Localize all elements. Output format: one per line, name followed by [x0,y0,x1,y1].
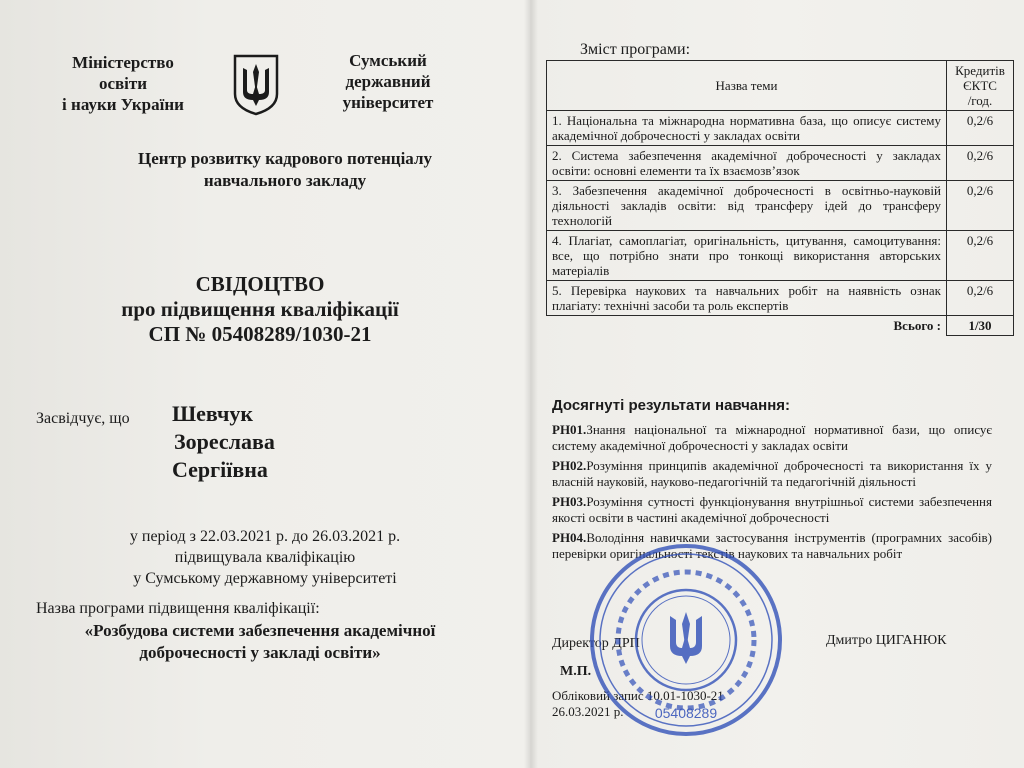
learning-results-title: Досягнуті результати навчання: [552,397,791,414]
program-name: «Розбудова системи забезпечення академічної доброчесності у закладі освіти» [84,621,436,662]
credit-cell: 0,2/6 [947,231,1014,281]
table-row [547,181,1014,231]
program-content-label: Зміст програми: [580,41,691,58]
person-patronymic: Сергіївна [172,457,268,482]
credit-cell: 0,2/6 [947,146,1014,181]
training-period: у період з 22.03.2021 р. до 26.03.2021 р. підвищувала кваліфікацію у Сумському державному університеті [129,528,401,587]
official-seal-stamp [586,540,786,740]
total-value: 1/30 [947,316,1014,336]
director-label: Директор ДРП [552,636,640,651]
stamp-number: 05408289 [654,705,718,721]
credit-cell: 0,2/6 [947,111,1014,146]
seal-label: М.П. [560,664,592,679]
topic-cell: 3. Забезпечення академічної доброчесності в освітньо-науковій діяльності закладів освіти: від трансферу ідей до трансферу технологій [547,181,947,231]
person-name [172,400,275,484]
table-row [547,231,1014,281]
certificate-title: СВІДОЦТВО [195,272,325,296]
university-name: Сумський державний університет [342,51,434,112]
table-row [547,111,1014,146]
certifies-label: Засвідчує, що [36,410,130,427]
certificate-heading [60,272,460,347]
program-topics-table [546,60,1014,336]
person-first-name: Зореслава [174,429,275,454]
table-total-row [547,316,1014,336]
table-header-row [547,61,1014,111]
topic-cell: 5. Перевірка наукових та навчальних робіт на наявність ознак плагіату: технічні засоби та роль експертів [547,281,947,316]
total-label: Всього : [547,316,947,336]
topic-cell: 1. Національна та міжнародна нормативна база, що описує систему академічної доброчесності у закладах освіти [547,111,947,146]
certificate-subtitle: про підвищення кваліфікації [121,297,399,321]
table-row [547,146,1014,181]
topic-cell: 2. Система забезпечення академічної доброчесності у закладах освіти: основні елементи та їх взаємозв’язок [547,146,947,181]
column-header-credits: Кредитів ЄКТС /год. [947,61,1014,111]
list-item: РН01.Знання національної та міжнародної нормативної бази, що описує систему академічної доброчесності у закладах освіти [552,422,992,453]
column-header-topic: Назва теми [547,61,947,111]
credit-cell: 0,2/6 [947,281,1014,316]
certificate-number: СП № 05408289/1030-21 [148,322,372,346]
list-item: РН04.Володіння навичками застосування інструментів (програмних засобів) перевірки оригінальності текстів наукових та навчальних робіт [552,530,992,561]
trident-emblem-icon [231,54,281,116]
center-name: Центр розвитку кадрового потенціалу навчального закладу [138,149,432,190]
list-item: РН02.Розуміння принципів академічної доброчесності та використання їх у власній науковій, науково-педагогічній та педагогічній діяльності [552,458,992,489]
topic-cell: 4. Плагіат, самоплагіат, оригінальність, цитування, самоцитування: все, що потрібно знати про тонкощі використання авторських матеріалів [547,231,947,281]
program-label: Назва програми підвищення кваліфікації: [36,600,320,617]
table-row [547,281,1014,316]
registration-record: Обліковий запис 10.01-1030-21 26.03.2021 р. [552,688,724,719]
director-name: Дмитро ЦИГАНЮК [826,633,947,648]
ministry-name: Міністерство освіти і науки України [62,53,184,114]
person-surname: Шевчук [172,401,254,426]
page-fold [524,0,538,768]
list-item: РН03.Розуміння сутності функціонування внутрішньої системи забезпечення якості освіти в частині академічної доброчесності [552,494,992,525]
credit-cell: 0,2/6 [947,181,1014,231]
